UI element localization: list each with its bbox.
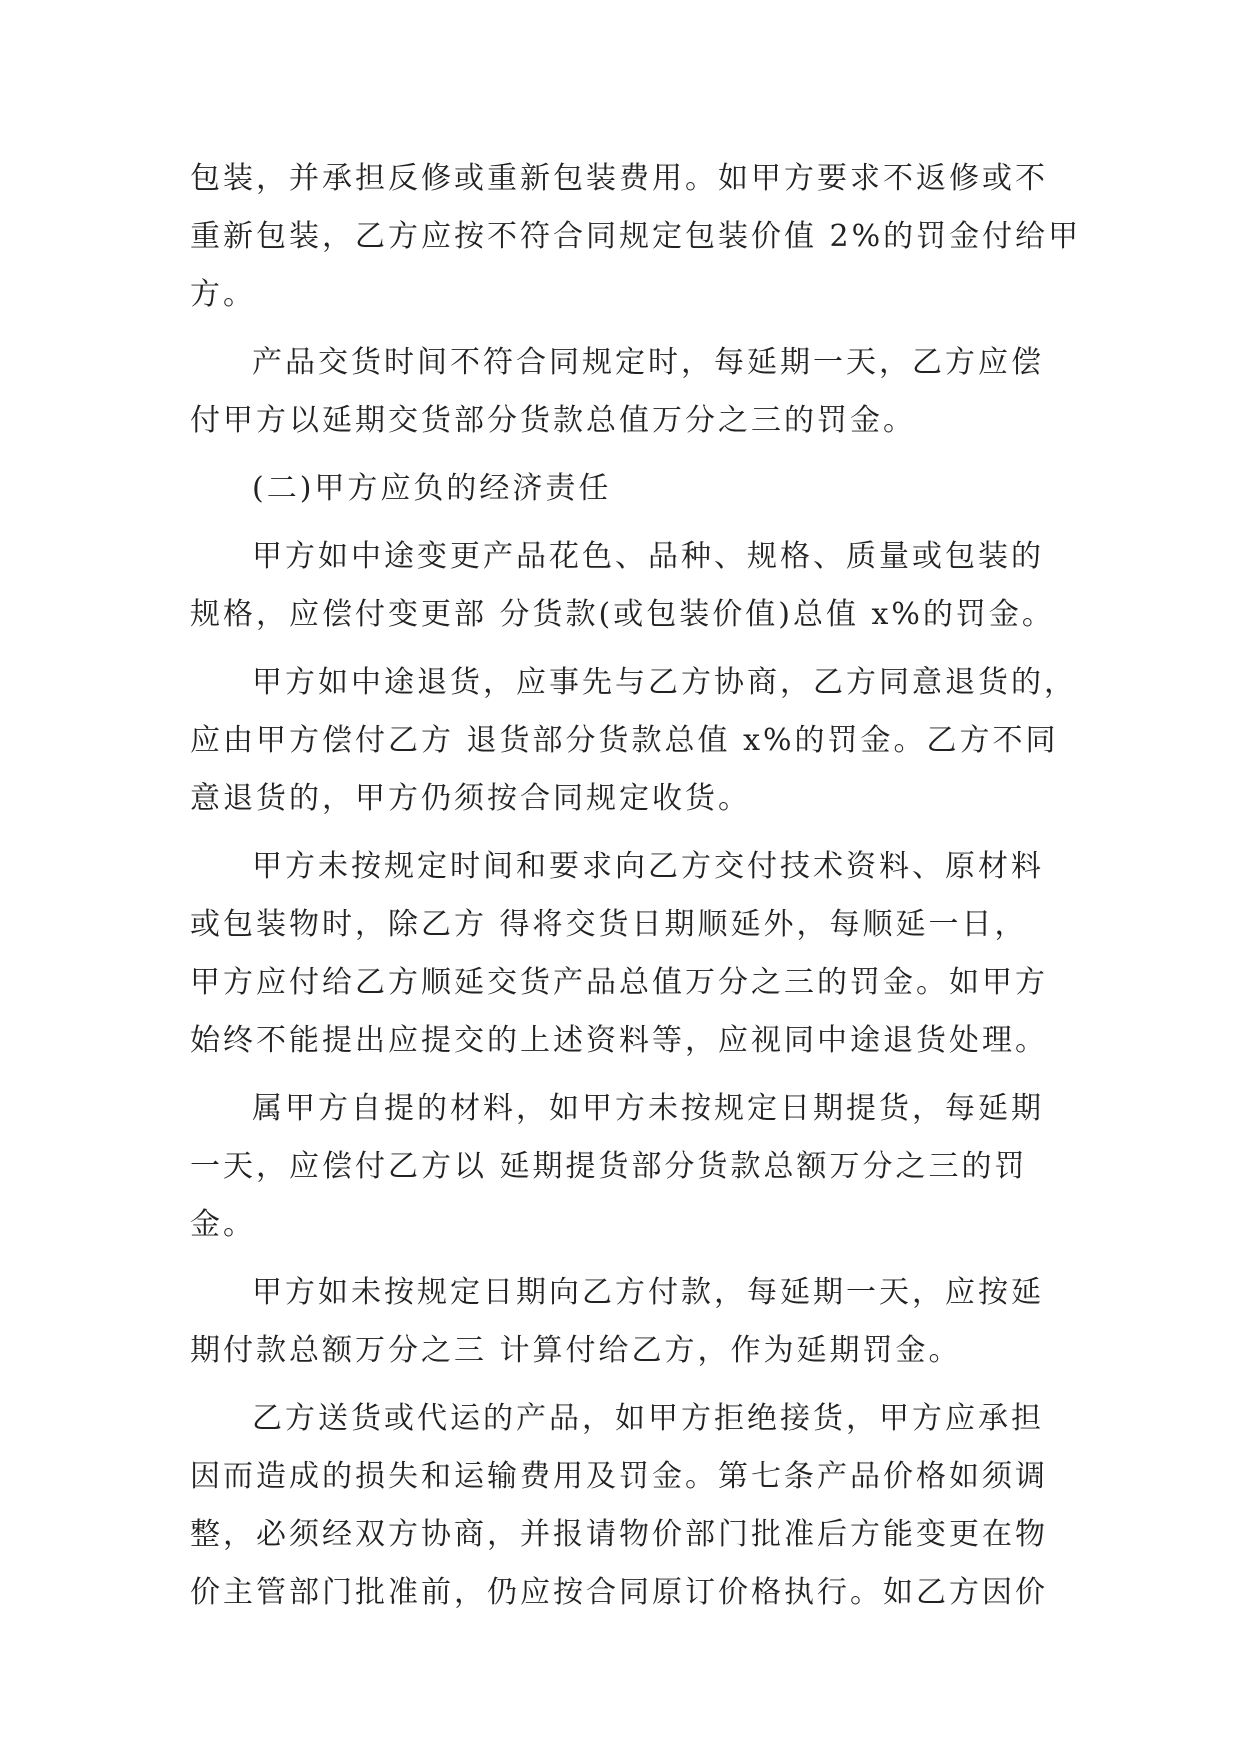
text-line: 属甲方自提的材料，如甲方未按规定日期提货，每延期: [252, 1091, 1044, 1126]
text-line: 因而造成的损失和运输费用及罚金。第七条产品价格如须调: [190, 1459, 1048, 1494]
text-line: 期付款总额万分之三 计算付给乙方，作为延期罚金。: [190, 1333, 962, 1368]
text-line: 金。: [190, 1207, 256, 1242]
text-line: 甲方如未按规定日期向乙方付款，每延期一天，应按延: [252, 1275, 1044, 1310]
text-line: 产品交货时间不符合同规定时，每延期一天，乙方应偿: [252, 345, 1044, 380]
text-line: 规格，应偿付变更部 分货款(或包装价值)总值 x%的罚金。: [190, 597, 1055, 632]
text-line: 整，必须经双方协商，并报请物价部门批准后方能变更在物: [190, 1517, 1048, 1552]
contract-text: [190, 150, 1082, 1622]
text-line: 或包装物时，除乙方 得将交货日期顺延外，每顺延一日，: [190, 907, 1028, 942]
text-line: 付甲方以延期交货部分货款总值万分之三的罚金。: [190, 403, 916, 438]
text-line: 重新包装，乙方应按不符合同规定包装价值 2%的罚金付给甲: [190, 219, 1082, 254]
text-line: 甲方应付给乙方顺延交货产品总值万分之三的罚金。如甲方: [190, 965, 1048, 1000]
text-line: 价主管部门批准前，仍应按合同原订价格执行。如乙方因价: [190, 1575, 1048, 1610]
text-line: 方。: [190, 277, 256, 312]
text-line: 始终不能提出应提交的上述资料等，应视同中途退货处理。: [190, 1023, 1048, 1058]
text-line: 甲方如中途变更产品花色、品种、规格、质量或包装的: [252, 539, 1044, 574]
text-line: 一天，应偿付乙方以 延期提货部分货款总额万分之三的罚: [190, 1149, 1028, 1184]
text-line: 包装，并承担反修或重新包装费用。如甲方要求不返修或不: [190, 161, 1048, 196]
section-heading: (二)甲方应负的经济责任: [252, 471, 612, 506]
text-line: 甲方未按规定时间和要求向乙方交付技术资料、原材料: [252, 849, 1044, 884]
text-line: 应由甲方偿付乙方 退货部分货款总值 x%的罚金。乙方不同: [190, 723, 1059, 758]
text-line: 乙方送货或代运的产品，如甲方拒绝接货，甲方应承担: [252, 1401, 1044, 1436]
text-line: 意退货的，甲方仍须按合同规定收货。: [190, 781, 751, 816]
text-line: 甲方如中途退货，应事先与乙方协商，乙方同意退货的，: [252, 665, 1077, 700]
